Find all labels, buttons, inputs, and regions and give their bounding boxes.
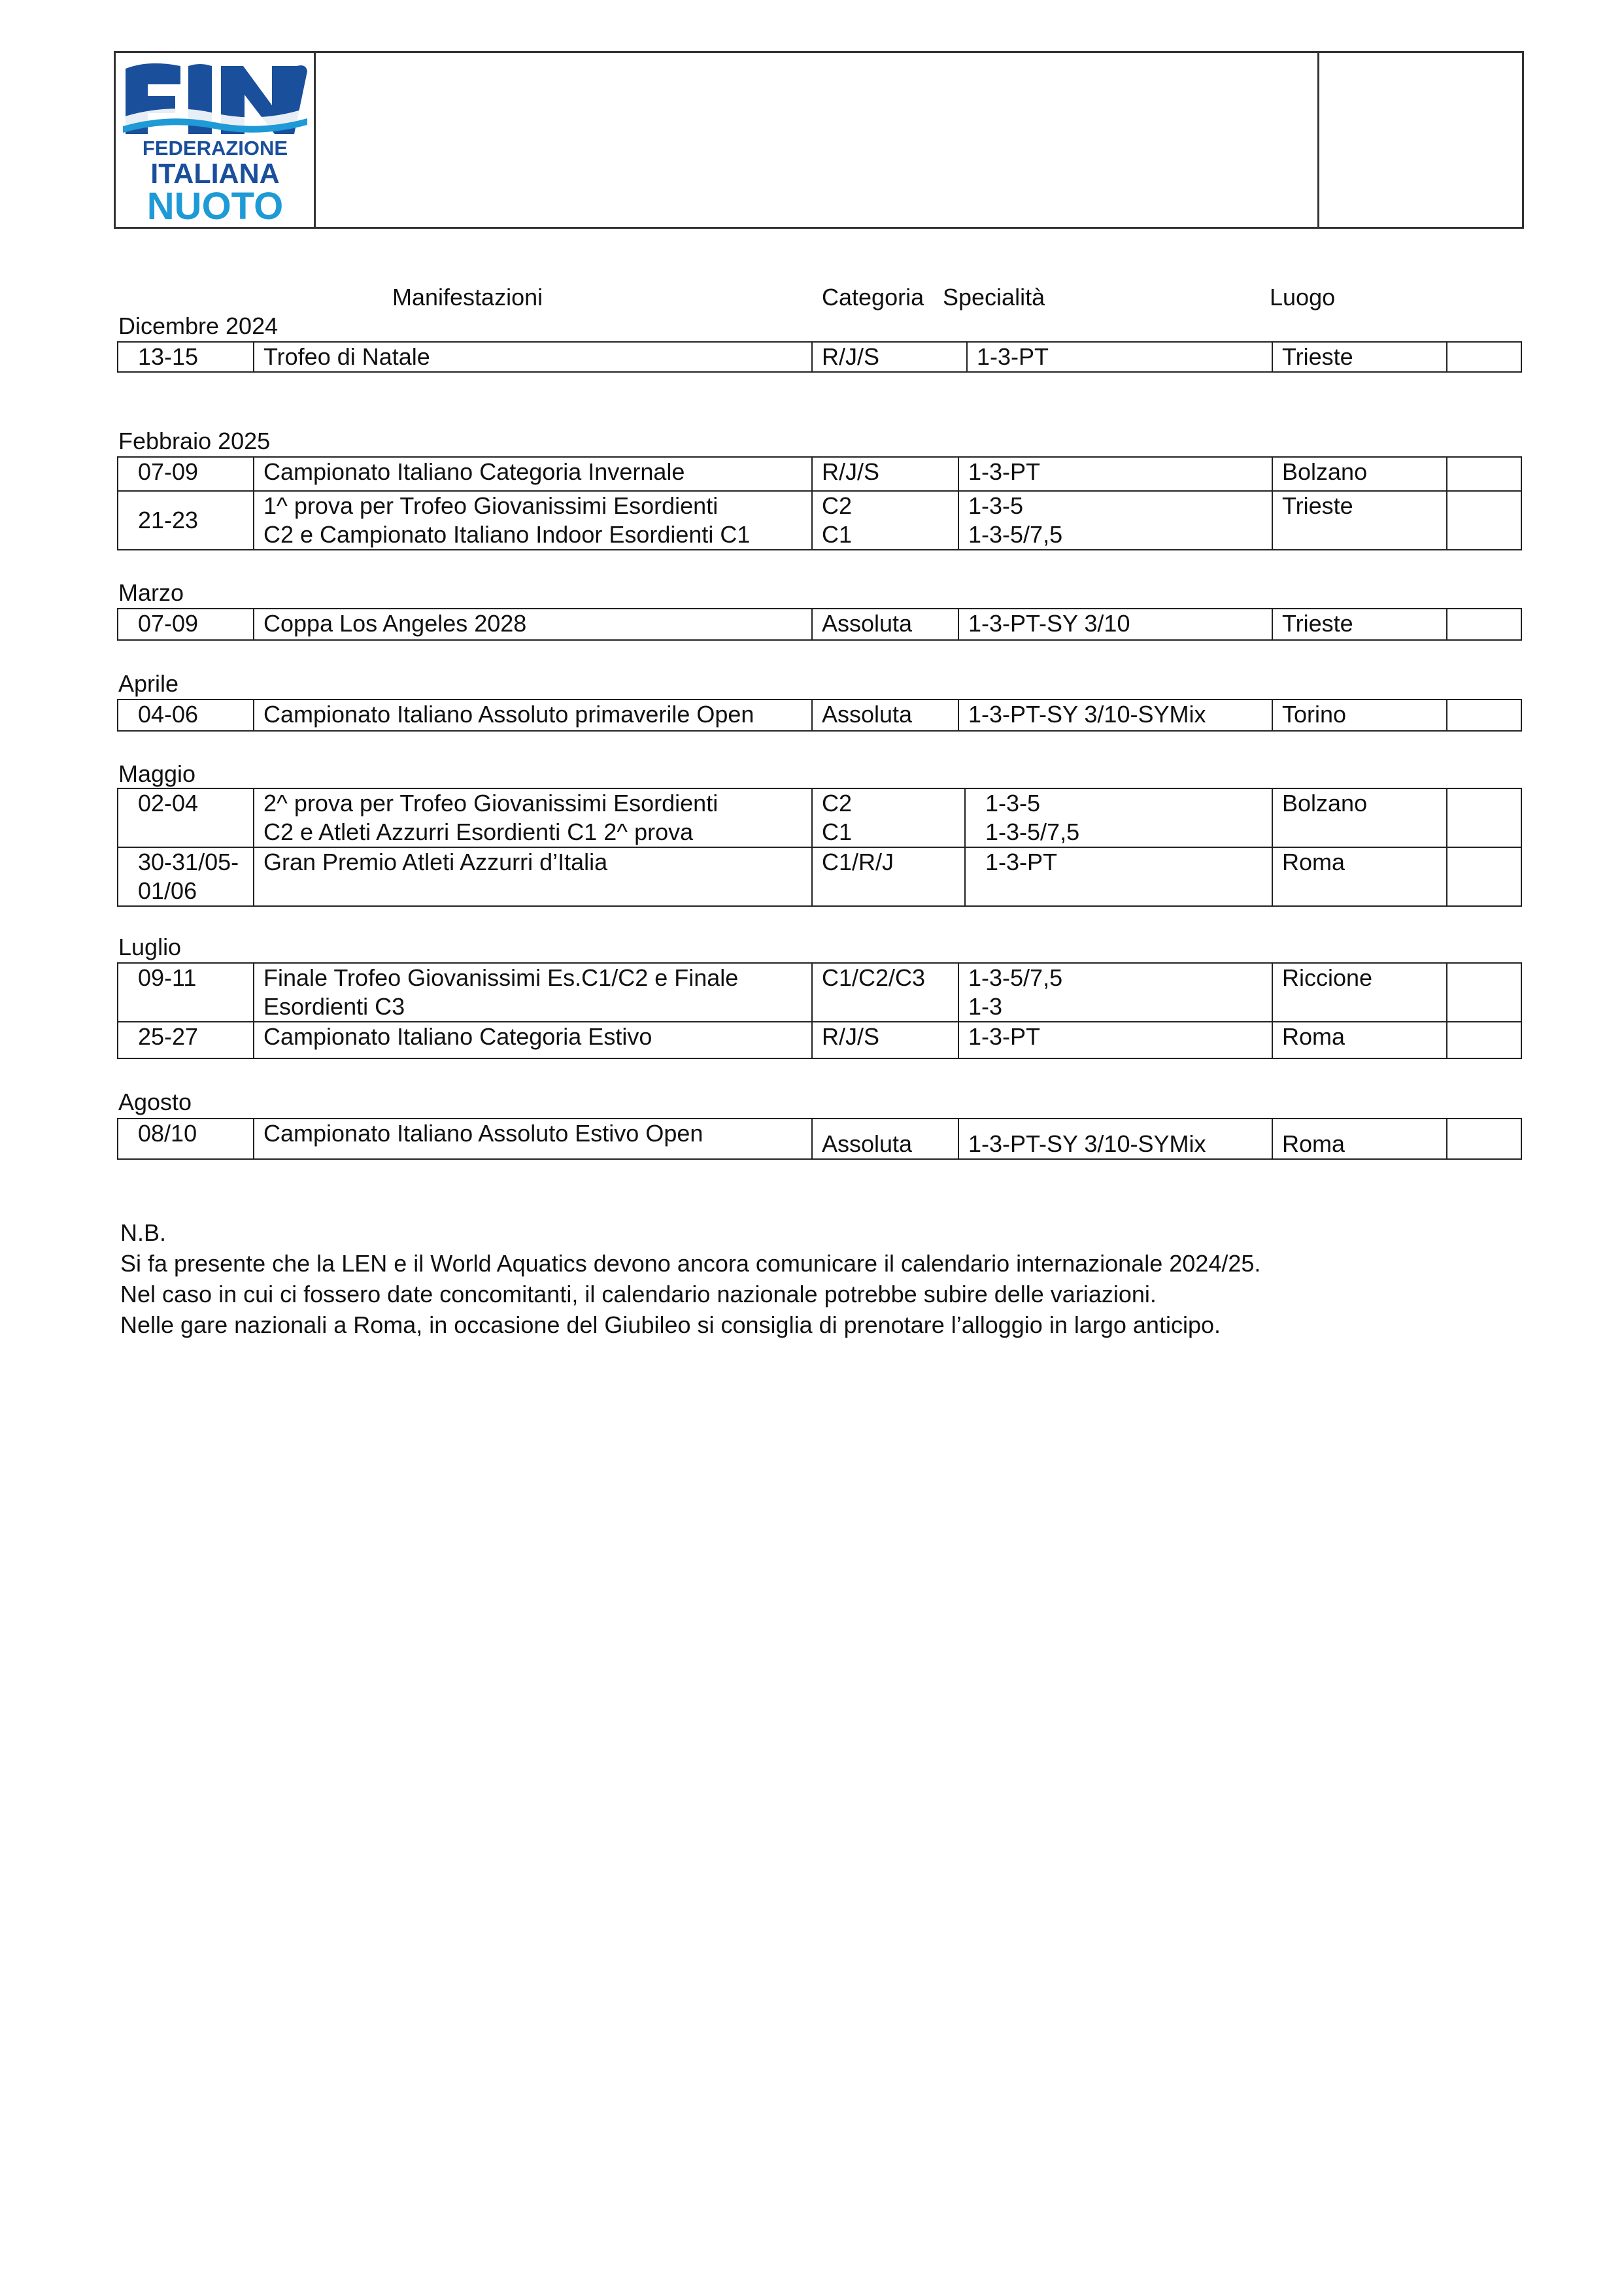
event-place: Roma bbox=[1272, 847, 1447, 906]
table-row bbox=[118, 457, 1521, 491]
empty-cell bbox=[1447, 847, 1521, 906]
event-category: Assoluta bbox=[812, 700, 958, 731]
event-name: Campionato Italiano Assoluto Estivo Open bbox=[254, 1119, 812, 1159]
month-heading: Febbraio 2025 bbox=[118, 428, 271, 454]
event-specialty: 1-3-PT-SY 3/10-SYMix bbox=[958, 700, 1272, 731]
event-table bbox=[117, 608, 1522, 641]
event-specialty: 1-3-5 1-3-5/7,5 bbox=[958, 491, 1272, 550]
event-specialty: 1-3-PT bbox=[967, 342, 1272, 372]
event-table bbox=[117, 962, 1522, 1059]
event-category: R/J/S bbox=[812, 342, 967, 372]
event-table bbox=[117, 456, 1522, 550]
event-date: 13-15 bbox=[118, 342, 254, 372]
logo-word-federazione: FEDERAZIONE bbox=[142, 136, 288, 160]
logo-cell bbox=[116, 53, 316, 227]
event-name: Campionato Italiano Categoria Invernale bbox=[254, 457, 812, 491]
event-place: Bolzano bbox=[1272, 457, 1447, 491]
event-name: Trofeo di Natale bbox=[254, 342, 812, 372]
event-specialty: 1-3-PT bbox=[965, 847, 1272, 906]
event-specialty: 1-3-PT bbox=[958, 1022, 1272, 1058]
month-heading: Marzo bbox=[118, 579, 184, 606]
event-table bbox=[117, 699, 1522, 732]
logo-word-nuoto: NUOTO bbox=[146, 184, 283, 224]
column-header-categoria: Categoria bbox=[822, 284, 924, 311]
event-date: 30-31/05- 01/06 bbox=[118, 847, 254, 906]
event-date: 07-09 bbox=[118, 457, 254, 491]
notes-label: N.B. bbox=[120, 1219, 167, 1246]
table-row bbox=[118, 609, 1521, 640]
event-specialty: 1-3-PT-SY 3/10 bbox=[958, 609, 1272, 640]
event-date: 02-04 bbox=[118, 788, 254, 847]
event-name: Campionato Italiano Categoria Estivo bbox=[254, 1022, 812, 1058]
table-row bbox=[118, 491, 1521, 550]
month-heading: Aprile bbox=[118, 670, 179, 697]
note-line: Si fa presente che la LEN e il World Aquatics devono ancora comunicare il calendario internazionale 2024/25. bbox=[120, 1250, 1261, 1277]
event-name: Finale Trofeo Giovanissimi Es.C1/C2 e Finale Esordienti C3 bbox=[254, 963, 812, 1022]
logo-word-italiana: ITALIANA bbox=[150, 158, 280, 190]
empty-cell bbox=[1447, 457, 1521, 491]
event-specialty: 1-3-5/7,5 1-3 bbox=[958, 963, 1272, 1022]
event-specialty: 1-3-PT bbox=[958, 457, 1272, 491]
event-category: C2 C1 bbox=[812, 491, 958, 550]
event-category: R/J/S bbox=[812, 457, 958, 491]
event-date: 07-09 bbox=[118, 609, 254, 640]
table-row bbox=[118, 788, 1521, 847]
event-place: Trieste bbox=[1272, 491, 1447, 550]
note-line: Nelle gare nazionali a Roma, in occasione del Giubileo si consiglia di prenotare l’alloggio in largo anticipo. bbox=[120, 1311, 1221, 1338]
event-table bbox=[117, 341, 1522, 373]
table-row bbox=[118, 1022, 1521, 1058]
empty-cell bbox=[1447, 609, 1521, 640]
event-place: Roma bbox=[1272, 1119, 1447, 1159]
note-line: Nel caso in cui ci fossero date concomitanti, il calendario nazionale potrebbe subire delle variazioni. bbox=[120, 1281, 1157, 1307]
month-heading: Dicembre 2024 bbox=[118, 312, 279, 339]
empty-cell bbox=[1447, 1119, 1521, 1159]
event-category: C1/C2/C3 bbox=[812, 963, 958, 1022]
fin-logo-icon bbox=[123, 57, 307, 224]
event-category: R/J/S bbox=[812, 1022, 958, 1058]
empty-cell bbox=[1447, 1022, 1521, 1058]
event-table bbox=[117, 1118, 1522, 1160]
header-right-cell bbox=[1319, 53, 1522, 227]
event-name: 1^ prova per Trofeo Giovanissimi Esordienti C2 e Campionato Italiano Indoor Esordienti C1 bbox=[254, 491, 812, 550]
event-place: Torino bbox=[1272, 700, 1447, 731]
table-row bbox=[118, 700, 1521, 731]
event-place: Riccione bbox=[1272, 963, 1447, 1022]
table-row bbox=[118, 847, 1521, 906]
event-table bbox=[117, 788, 1522, 907]
event-date: 21-23 bbox=[118, 491, 254, 550]
event-category: Assoluta bbox=[812, 609, 958, 640]
month-heading: Maggio bbox=[118, 760, 196, 787]
event-name: Gran Premio Atleti Azzurri d’Italia bbox=[254, 847, 812, 906]
column-header-manifestazioni: Manifestazioni bbox=[392, 284, 543, 311]
column-header-specialita: Specialità bbox=[943, 284, 1045, 311]
event-date: 09-11 bbox=[118, 963, 254, 1022]
column-header-luogo: Luogo bbox=[1270, 284, 1336, 311]
notes-section bbox=[120, 1217, 1260, 1340]
header-title-cell bbox=[316, 53, 1319, 227]
month-heading: Luglio bbox=[118, 934, 182, 960]
empty-cell bbox=[1447, 963, 1521, 1022]
event-name: 2^ prova per Trofeo Giovanissimi Esordienti C2 e Atleti Azzurri Esordienti C1 2^ prova bbox=[254, 788, 812, 847]
event-category: C2 C1 bbox=[812, 788, 965, 847]
event-place: Roma bbox=[1272, 1022, 1447, 1058]
table-row bbox=[118, 963, 1521, 1022]
empty-cell bbox=[1447, 491, 1521, 550]
empty-cell bbox=[1447, 342, 1521, 372]
table-row bbox=[118, 342, 1521, 372]
empty-cell bbox=[1447, 788, 1521, 847]
event-date: 25-27 bbox=[118, 1022, 254, 1058]
event-category: Assoluta bbox=[812, 1119, 958, 1159]
event-specialty: 1-3-5 1-3-5/7,5 bbox=[965, 788, 1272, 847]
event-name: Coppa Los Angeles 2028 bbox=[254, 609, 812, 640]
month-heading: Agosto bbox=[118, 1088, 192, 1115]
table-row bbox=[118, 1119, 1521, 1159]
empty-cell bbox=[1447, 700, 1521, 731]
event-specialty: 1-3-PT-SY 3/10-SYMix bbox=[958, 1119, 1272, 1159]
document-header bbox=[114, 51, 1524, 229]
event-date: 08/10 bbox=[118, 1119, 254, 1159]
event-place: Trieste bbox=[1272, 342, 1447, 372]
event-name: Campionato Italiano Assoluto primaverile Open bbox=[254, 700, 812, 731]
event-date: 04-06 bbox=[118, 700, 254, 731]
event-category: C1/R/J bbox=[812, 847, 965, 906]
event-place: Trieste bbox=[1272, 609, 1447, 640]
event-place: Bolzano bbox=[1272, 788, 1447, 847]
